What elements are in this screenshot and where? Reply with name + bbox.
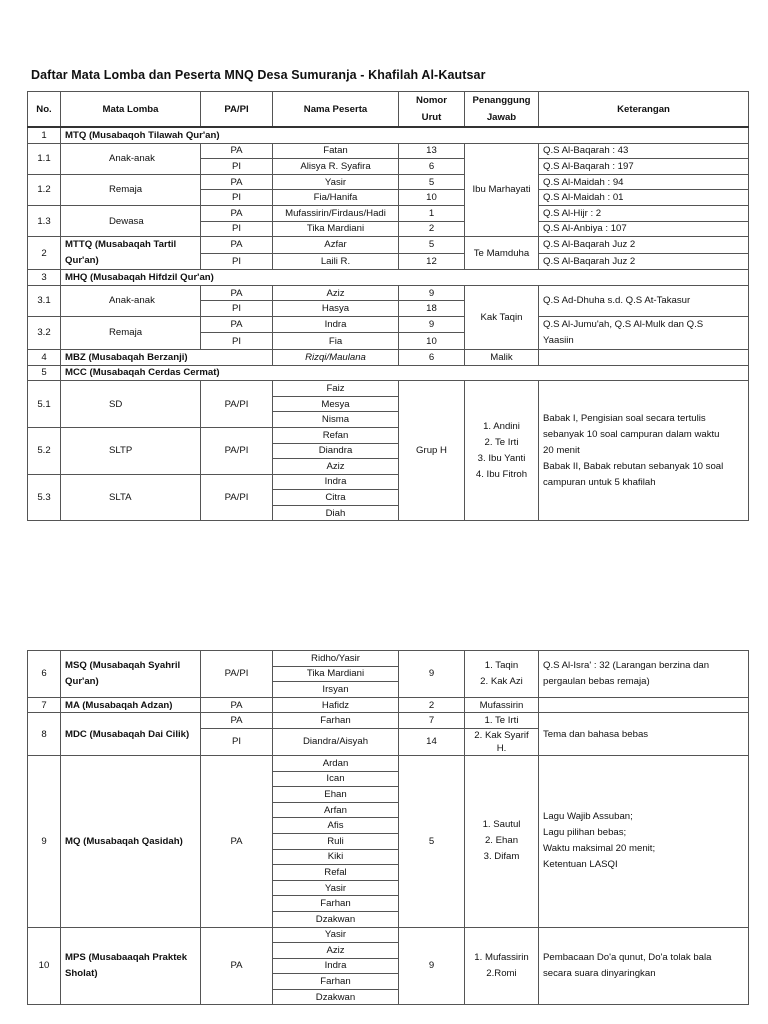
table-row: 1.1 Anak-anak PA Fatan 13 Ibu Marhayati Q.S Al-Baqarah : 43 (28, 143, 749, 159)
table-row: Tika Mardiani (28, 666, 749, 682)
table-row: Aziz (28, 943, 749, 959)
table-row: Farhan (28, 896, 749, 912)
pj-mtq: Ibu Marhayati (465, 143, 539, 237)
section-title: MHQ (Musabaqah Hifdzil Qur'an) (61, 270, 749, 286)
table-row: 3.1 Anak-anak PA Aziz 9 Kak Taqin Q.S Ad-Dhuha s.d. Q.S At-Takasur (28, 285, 749, 301)
section-row-mtq: 1 MTQ (Musabaqoh Tilawah Qur'an) (28, 127, 749, 143)
section-title: MCC (Musabaqah Cerdas Cermat) (61, 365, 749, 381)
lomba-mttq: MTTQ (Musabaqah Tartil Qur'an) (61, 237, 201, 270)
header-mata-lomba: Mata Lomba (61, 92, 201, 128)
table-row: Refal (28, 865, 749, 881)
table-row: 4 MBZ (Musabaqah Berzanji) Rizqi/Maulana 6 Malik (28, 349, 749, 365)
table-row: 7 MA (Musabaqah Adzan) PA Hafidz 2 Mufassirin (28, 697, 749, 713)
table-row: 2 MTTQ (Musabaqah Tartil Qur'an) PA Azfar 5 Te Mamduha Q.S Al-Baqarah Juz 2 (28, 237, 749, 254)
pj-mttq: Te Mamduha (465, 237, 539, 270)
table-row: 3.2 Remaja PA Indra 9 Q.S Al-Jumu'ah, Q.S Al-Mulk dan Q.S Yaasiin (28, 316, 749, 333)
table-row: PI Fia/Hanifa 10 Q.S Al-Maidah : 01 (28, 190, 749, 206)
section-row-mhq: 3 MHQ (Musabaqah Hifdzil Qur'an) (28, 270, 749, 286)
ket-mq: Lagu Wajib Assuban; Lagu pilihan bebas; Waktu maksimal 20 menit; Ketentuan LASQI (539, 755, 749, 927)
table-row: PI Hasya 18 (28, 301, 749, 317)
table-row: Diah (28, 505, 749, 521)
table-row: 10 MPS (Musabaaqah Praktek Sholat) PA Yasir 9 1. Mufassirin 2.Romi Pembacaan Do'a qunut, Do'a tolak bala secara suara dinyaringkan (28, 927, 749, 943)
table-row: 1.3 Dewasa PA Mufassirin/Firdaus/Hadi 1 Q.S Al-Hijr : 2 (28, 205, 749, 221)
table-row: 8 MDC (Musabaqah Dai Cilik) PA Farhan 7 1. Te Irti Tema dan bahasa bebas (28, 713, 749, 729)
section-row-mcc: 5 MCC (Musabaqah Cerdas Cermat) (28, 365, 749, 381)
ket-mps: Pembacaan Do'a qunut, Do'a tolak bala secara suara dinyaringkan (539, 927, 749, 1005)
pj-mhq: Kak Taqin (465, 285, 539, 349)
ket-mcc: Babak I, Pengisian soal secara tertulis sebanyak 10 soal campuran dalam waktu 20 menit Babak II, Babak rebutan sebanyak 10 soal campuran untuk 5 khafilah (539, 381, 749, 521)
pj-msq: 1. Taqin 2. Kak Azi (465, 651, 539, 698)
table-row: Kiki (28, 849, 749, 865)
table-row: Mesya (28, 396, 749, 412)
table-row: Farhan (28, 974, 749, 990)
table-row: 1.2 Remaja PA Yasir 5 Q.S Al-Maidah : 94 (28, 174, 749, 190)
ket-mhq-remaja: Q.S Al-Jumu'ah, Q.S Al-Mulk dan Q.S Yaasiin (539, 316, 749, 349)
table-row: Arfan (28, 802, 749, 818)
header-keterangan: Keterangan (539, 92, 749, 128)
table-row: Diandra (28, 443, 749, 459)
table-row: PI Alisya R. Syafira 6 Q.S Al-Baqarah : 197 (28, 159, 749, 175)
table-row: 5.1 SD PA/PI Faiz Grup H 1. Andini 2. Te Irti 3. Ibu Yanti 4. Ibu Fitroh Babak I, Pengisian soal secara tertulis sebanyak 10 soal campuran dalam waktu 20 menit Babak II, Babak rebutan sebanyak 10 soal campuran untuk 5 khafilah (28, 381, 749, 397)
urut-mcc: Grup H (399, 381, 465, 521)
ket-msq: Q.S Al-Isra' : 32 (Larangan berzina dan pergaulan bebas remaja) (539, 651, 749, 698)
table-row: PI Fia 10 (28, 333, 749, 350)
table-row: Afis (28, 818, 749, 834)
table-row: Ican (28, 771, 749, 787)
document-title: Daftar Mata Lomba dan Peserta MNQ Desa Sumuranja - Khafilah Al-Kautsar (31, 68, 486, 82)
table-row: Dzakwan (28, 911, 749, 927)
table-row: Nisma (28, 412, 749, 428)
table-row: PI Tika Mardiani 2 Q.S Al-Anbiya : 107 (28, 221, 749, 237)
table-row: Ruli (28, 833, 749, 849)
table-row: Ehan (28, 787, 749, 803)
header-nomor-urut: Nomor Urut (399, 92, 465, 128)
table-row: 5.2 SLTP PA/PI Refan (28, 427, 749, 443)
table-row: Indra (28, 958, 749, 974)
table-header-row (28, 92, 749, 128)
header-no: No. (28, 92, 61, 128)
lomba-mps: MPS (Musabaaqah Praktek Sholat) (61, 927, 201, 1005)
table-row: 5.3 SLTA PA/PI Indra (28, 474, 749, 490)
section-title: MTQ (Musabaqoh Tilawah Qur'an) (61, 127, 749, 143)
header-nama-peserta: Nama Peserta (273, 92, 399, 128)
table-row: Aziz (28, 459, 749, 475)
header-papi: PA/PI (201, 92, 273, 128)
pj-mps: 1. Mufassirin 2.Romi (465, 927, 539, 1005)
table-row: Citra (28, 490, 749, 506)
table-row: Irsyan (28, 682, 749, 698)
competition-table-part-1 (27, 91, 749, 521)
table-row: Yasir (28, 880, 749, 896)
competition-table-part-2 (27, 650, 749, 1005)
header-penanggung-jawab: Penanggung Jawab (465, 92, 539, 128)
table-row: 6 MSQ (Musabaqah Syahril Qur'an) PA/PI Ridho/Yasir 9 1. Taqin 2. Kak Azi Q.S Al-Isra' : 32 (Larangan berzina dan pergaulan bebas remaja) (28, 651, 749, 667)
table-row: PI Laili R. 12 Q.S Al-Baqarah Juz 2 (28, 253, 749, 270)
table-row: PI Diandra/Aisyah 14 2. Kak Syarif H. (28, 728, 749, 755)
table-row: 9 MQ (Musabaqah Qasidah) PA Ardan 5 1. Sautul 2. Ehan 3. Difam Lagu Wajib Assuban; Lagu pilihan bebas; Waktu maksimal 20 menit; Ketentuan LASQI (28, 755, 749, 771)
pj-mcc: 1. Andini 2. Te Irti 3. Ibu Yanti 4. Ibu Fitroh (465, 381, 539, 521)
pj-mq: 1. Sautul 2. Ehan 3. Difam (465, 755, 539, 927)
table-row: Dzakwan (28, 989, 749, 1005)
lomba-msq: MSQ (Musabaqah Syahril Qur'an) (61, 651, 201, 698)
